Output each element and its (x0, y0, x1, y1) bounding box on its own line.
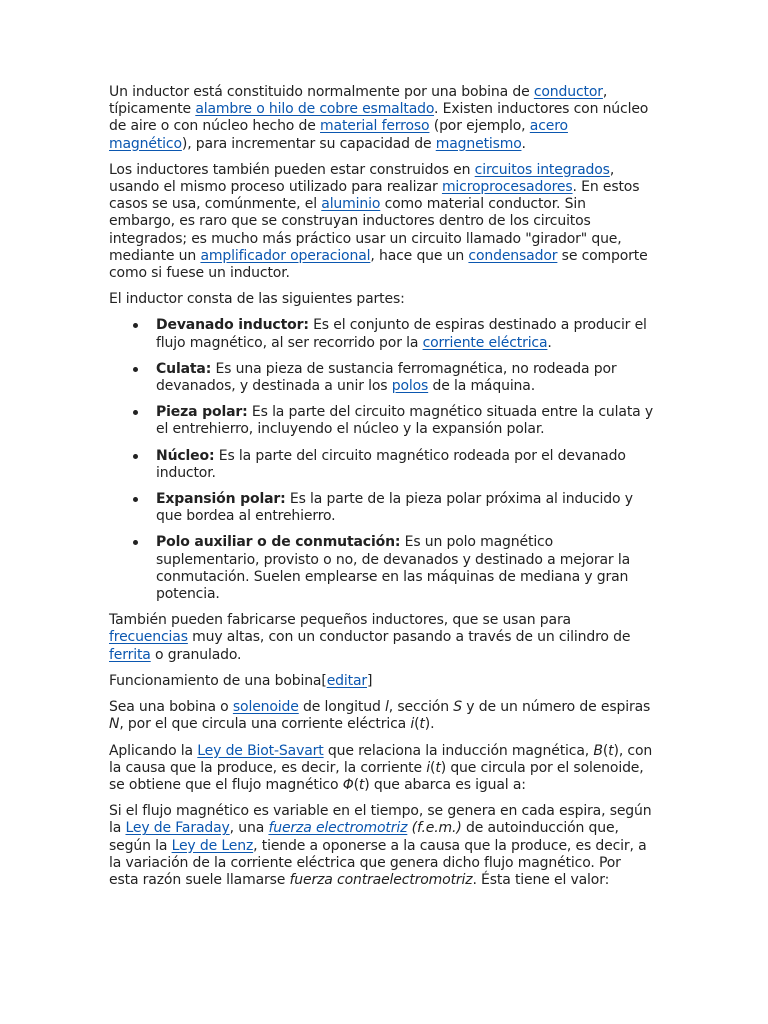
intro-paragraph: Un inductor está constituido normalmente por una bobina de conductor, típicamente alambre o hilo de cobre esmaltado. Existen inductores con núcleo de aire o con núcleo hecho de material ferroso (por ejemplo, acero magnético), para incrementar su capacidad de magnetismo. (109, 84, 649, 152)
link-amplificador-operacional[interactable]: amplificador operacional (200, 247, 371, 264)
list-item: Núcleo: Es la parte del circuito magnético rodeada por el devanado inductor. (156, 448, 654, 482)
link-aluminio[interactable]: aluminio (321, 196, 381, 213)
link-acero-magnetico[interactable]: acero magnético (109, 118, 568, 152)
list-item: Culata: Es una pieza de sustancia ferromagnética, no rodeada por devanados, y destinada a unir los polos de la máquina. (156, 361, 654, 395)
integrated-circuits-paragraph: Los inductores también pueden estar construidos en circuitos integrados, usando el mismo proceso utilizado para realizar microprocesadores. En estos casos se usa, comúnmente, el aluminio como material conductor. Sin embargo, es raro que se construyan inductores dentro de los circuitos integrados; es mucho más práctico usar un circuito llamado "girador" que, mediante un amplificador operacional, hace que un condensador se comporte como si fuese un inductor. (109, 161, 648, 282)
link-alambre[interactable]: alambre o hilo de cobre esmaltado (195, 101, 435, 118)
parts-intro: El inductor consta de las siguientes partes: (109, 291, 405, 308)
link-conductor[interactable]: conductor (533, 84, 603, 100)
link-fuerza-electromotriz[interactable]: fuerza electromotriz (268, 820, 408, 837)
faraday-paragraph: Si el flujo magnético es variable en el tiempo, se genera en cada espira, según la Ley de Faraday, una fuerza electromotriz (f.e.m.) de autoinducción que, según la Ley de Lenz, tiende a oponerse a la causa que la produce, es decir, a la variación de la corriente eléctrica que genera dicho flujo magnético. Por esta razón suele llamarse fuerza contraelectromotriz. Ésta tiene el valor: (109, 803, 652, 888)
term: Culata: (156, 360, 212, 377)
parts-list (109, 317, 654, 603)
list-item: Polo auxiliar o de conmutación: Es un polo magnético suplementario, provisto o no, de devanados y destinado a mejorar la conmutación. Suelen emplearse en las máquinas de mediana y gran potencia. (156, 534, 654, 603)
link-polos[interactable]: polos (391, 378, 429, 395)
term: Polo auxiliar o de conmutación: (156, 534, 401, 551)
link-biot-savart[interactable]: Ley de Biot-Savart (197, 742, 324, 759)
term: Pieza polar: (156, 404, 248, 421)
link-condensador[interactable]: condensador (468, 247, 558, 264)
edit-link[interactable]: editar (326, 672, 368, 689)
term: Núcleo: (156, 447, 215, 464)
link-frecuencias[interactable]: frecuencias (109, 629, 188, 646)
link-corriente-electrica[interactable]: corriente eléctrica (422, 334, 548, 351)
link-ferrita[interactable]: ferrita (109, 646, 151, 663)
link-material-ferroso[interactable]: material ferroso (320, 118, 430, 135)
small-inductors-paragraph: También pueden fabricarse pequeños inductores, que se usan para frecuencias muy altas, con un conductor pasando a través de un cilindro de ferrita o granulado. (109, 612, 631, 663)
link-solenoide[interactable]: solenoide (232, 699, 299, 716)
link-ley-faraday[interactable]: Ley de Faraday (125, 820, 230, 837)
link-circuitos-integrados[interactable]: circuitos integrados (474, 161, 610, 178)
link-ley-lenz[interactable]: Ley de Lenz (171, 837, 254, 854)
biot-savart-paragraph: Aplicando la Ley de Biot-Savart que relaciona la inducción magnética, B(t), con la causa que la produce, es decir, la corriente i(t) que circula por el solenoide, se obtiene que el flujo magnético Φ(t) que abarca es igual a: (109, 742, 653, 793)
list-item: Expansión polar: Es la parte de la pieza polar próxima al inducido y que bordea al entrehierro. (156, 491, 654, 525)
term: Expansión polar: (156, 491, 286, 508)
list-item: Pieza polar: Es la parte del circuito magnético situada entre la culata y el entrehierro, incluyendo el núcleo y la expansión polar. (156, 404, 654, 438)
link-magnetismo[interactable]: magnetismo (435, 135, 522, 152)
article-body (109, 84, 654, 898)
section-heading: Funcionamiento de una bobina[editar] (109, 672, 373, 689)
list-item: Devanado inductor: Es el conjunto de espiras destinado a producir el flujo magnético, al ser recorrido por la corriente eléctrica. (156, 317, 654, 351)
term: Devanado inductor: (156, 317, 309, 334)
link-microprocesadores[interactable]: microprocesadores (441, 179, 573, 196)
solenoid-paragraph: Sea una bobina o solenoide de longitud l, sección S y de un número de espiras N, por el que circula una corriente eléctrica i(t). (109, 699, 651, 733)
